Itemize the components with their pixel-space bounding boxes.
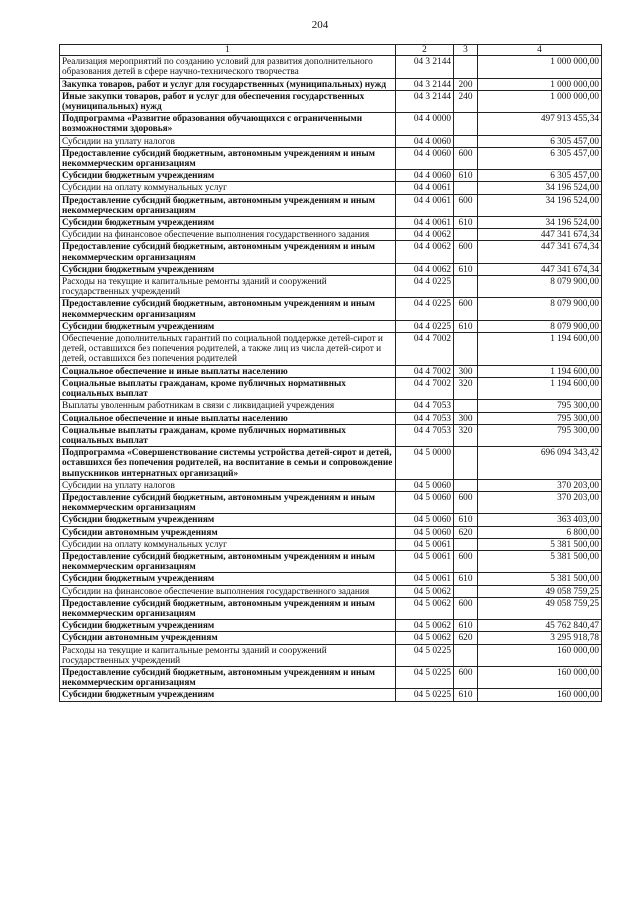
row-code: 04 5 0060 bbox=[396, 514, 454, 526]
table-row bbox=[60, 365, 602, 377]
row-code: 04 4 7002 bbox=[396, 377, 454, 399]
row-name: Субсидии автономным учреждениям bbox=[60, 526, 396, 538]
row-code: 04 4 7002 bbox=[396, 365, 454, 377]
row-vr: 620 bbox=[454, 632, 478, 644]
row-code: 04 4 0061 bbox=[396, 194, 454, 216]
row-code: 04 4 0061 bbox=[396, 182, 454, 194]
table-row bbox=[60, 597, 602, 619]
row-code: 04 4 7053 bbox=[396, 412, 454, 424]
row-amount: 1 194 600,00 bbox=[478, 365, 602, 377]
row-vr bbox=[454, 585, 478, 597]
row-name: Субсидии на финансовое обеспечение выполнения государственного задания bbox=[60, 229, 396, 241]
row-amount: 160 000,00 bbox=[478, 689, 602, 701]
row-name: Предоставление субсидий бюджетным, автономным учреждениям и иным некоммерческим организациям bbox=[60, 298, 396, 320]
row-name: Субсидии бюджетным учреждениям bbox=[60, 217, 396, 229]
row-vr: 610 bbox=[454, 514, 478, 526]
row-name: Предоставление субсидий бюджетным, автономным учреждениям и иным некоммерческим организациям bbox=[60, 241, 396, 263]
row-code: 04 4 0062 bbox=[396, 263, 454, 275]
row-vr: 240 bbox=[454, 90, 478, 112]
row-amount: 5 381 500,00 bbox=[478, 550, 602, 572]
table-row bbox=[60, 526, 602, 538]
table-row bbox=[60, 182, 602, 194]
row-amount: 6 305 457,00 bbox=[478, 170, 602, 182]
row-name: Предоставление субсидий бюджетным, автономным учреждениям и иным некоммерческим организациям bbox=[60, 666, 396, 688]
row-vr bbox=[454, 56, 478, 78]
row-amount: 160 000,00 bbox=[478, 644, 602, 666]
row-amount: 370 203,00 bbox=[478, 491, 602, 513]
row-vr: 600 bbox=[454, 241, 478, 263]
row-name: Иные закупки товаров, работ и услуг для обеспечения государственных (муниципальных) нужд bbox=[60, 90, 396, 112]
row-amount: 6 305 457,00 bbox=[478, 135, 602, 147]
row-vr: 610 bbox=[454, 573, 478, 585]
row-amount: 45 762 840,47 bbox=[478, 620, 602, 632]
table-row bbox=[60, 263, 602, 275]
row-vr: 300 bbox=[454, 365, 478, 377]
row-vr: 610 bbox=[454, 689, 478, 701]
column-header-vr: 3 bbox=[454, 45, 478, 56]
row-name: Субсидии автономным учреждениям bbox=[60, 632, 396, 644]
row-name: Предоставление субсидий бюджетным, автономным учреждениям и иным некоммерческим организациям bbox=[60, 550, 396, 572]
row-code: 04 5 0061 bbox=[396, 538, 454, 550]
row-vr bbox=[454, 276, 478, 298]
row-vr: 620 bbox=[454, 526, 478, 538]
row-vr bbox=[454, 135, 478, 147]
row-amount: 5 381 500,00 bbox=[478, 573, 602, 585]
table-row bbox=[60, 113, 602, 135]
row-name: Предоставление субсидий бюджетным, автономным учреждениям и иным некоммерческим организациям bbox=[60, 491, 396, 513]
table-body bbox=[60, 56, 602, 701]
row-code: 04 4 0000 bbox=[396, 113, 454, 135]
row-code: 04 4 7053 bbox=[396, 400, 454, 412]
row-amount: 447 341 674,34 bbox=[478, 263, 602, 275]
row-name: Социальные выплаты гражданам, кроме публичных нормативных социальных выплат bbox=[60, 424, 396, 446]
row-name: Субсидии на финансовое обеспечение выполнения государственного задания bbox=[60, 585, 396, 597]
row-code: 04 4 0225 bbox=[396, 276, 454, 298]
row-name: Закупка товаров, работ и услуг для государственных (муниципальных) нужд bbox=[60, 78, 396, 90]
row-name: Субсидии бюджетным учреждениям bbox=[60, 689, 396, 701]
row-vr: 320 bbox=[454, 377, 478, 399]
row-vr: 600 bbox=[454, 550, 478, 572]
row-vr: 200 bbox=[454, 78, 478, 90]
table-row bbox=[60, 514, 602, 526]
row-vr: 300 bbox=[454, 412, 478, 424]
row-code: 04 3 2144 bbox=[396, 78, 454, 90]
row-name: Реализация мероприятий по созданию условий для развития дополнительного образования детей в сфере научно-технического творчества bbox=[60, 56, 396, 78]
row-code: 04 5 0062 bbox=[396, 632, 454, 644]
row-amount: 3 295 918,78 bbox=[478, 632, 602, 644]
row-code: 04 4 0225 bbox=[396, 320, 454, 332]
table-row bbox=[60, 135, 602, 147]
row-code: 04 5 0062 bbox=[396, 597, 454, 619]
table-row bbox=[60, 573, 602, 585]
row-code: 04 5 0062 bbox=[396, 620, 454, 632]
table-row bbox=[60, 377, 602, 399]
row-name: Расходы на текущие и капитальные ремонты зданий и сооружений государственных учреждений bbox=[60, 644, 396, 666]
row-vr bbox=[454, 400, 478, 412]
row-amount: 34 196 524,00 bbox=[478, 217, 602, 229]
row-name: Субсидии бюджетным учреждениям bbox=[60, 514, 396, 526]
table-row bbox=[60, 217, 602, 229]
row-vr: 610 bbox=[454, 217, 478, 229]
row-amount: 696 094 343,42 bbox=[478, 447, 602, 480]
row-name: Субсидии на уплату налогов bbox=[60, 135, 396, 147]
row-amount: 6 800,00 bbox=[478, 526, 602, 538]
row-name: Социальные выплаты гражданам, кроме публичных нормативных социальных выплат bbox=[60, 377, 396, 399]
table-row bbox=[60, 644, 602, 666]
row-name: Субсидии на уплату налогов bbox=[60, 479, 396, 491]
table-row bbox=[60, 424, 602, 446]
row-amount: 8 079 900,00 bbox=[478, 276, 602, 298]
row-name: Субсидии бюджетным учреждениям bbox=[60, 573, 396, 585]
table-row bbox=[60, 479, 602, 491]
row-vr bbox=[454, 538, 478, 550]
row-name: Расходы на текущие и капитальные ремонты зданий и сооружений государственных учреждений bbox=[60, 276, 396, 298]
row-amount: 1 000 000,00 bbox=[478, 56, 602, 78]
row-vr: 600 bbox=[454, 666, 478, 688]
row-name: Субсидии бюджетным учреждениям bbox=[60, 320, 396, 332]
row-vr: 600 bbox=[454, 597, 478, 619]
row-name: Предоставление субсидий бюджетным, автономным учреждениям и иным некоммерческим организациям bbox=[60, 597, 396, 619]
row-code: 04 5 0062 bbox=[396, 585, 454, 597]
row-amount: 8 079 900,00 bbox=[478, 298, 602, 320]
row-code: 04 5 0000 bbox=[396, 447, 454, 480]
row-name: Социальное обеспечение и иные выплаты населению bbox=[60, 412, 396, 424]
row-code: 04 4 0060 bbox=[396, 170, 454, 182]
row-code: 04 5 0061 bbox=[396, 550, 454, 572]
row-vr bbox=[454, 333, 478, 366]
table-row bbox=[60, 241, 602, 263]
row-amount: 447 341 674,34 bbox=[478, 241, 602, 263]
row-name: Обеспечение дополнительных гарантий по социальной поддержке детей-сирот и детей, оставшихся без попечения родителей, а также лиц из числа детей-сирот и детей, оставшихся без попечения родителей bbox=[60, 333, 396, 366]
row-name: Социальное обеспечение и иные выплаты населению bbox=[60, 365, 396, 377]
row-code: 04 4 0062 bbox=[396, 229, 454, 241]
row-code: 04 5 0060 bbox=[396, 479, 454, 491]
row-vr: 600 bbox=[454, 491, 478, 513]
row-name: Предоставление субсидий бюджетным, автономным учреждениям и иным некоммерческим организациям bbox=[60, 147, 396, 169]
row-amount: 1 194 600,00 bbox=[478, 377, 602, 399]
table-row bbox=[60, 229, 602, 241]
row-amount: 34 196 524,00 bbox=[478, 182, 602, 194]
table-row bbox=[60, 194, 602, 216]
row-name: Субсидии бюджетным учреждениям bbox=[60, 620, 396, 632]
row-amount: 795 300,00 bbox=[478, 400, 602, 412]
table-row bbox=[60, 412, 602, 424]
row-code: 04 4 7002 bbox=[396, 333, 454, 366]
row-name: Субсидии на оплату коммунальных услуг bbox=[60, 538, 396, 550]
row-vr bbox=[454, 182, 478, 194]
row-amount: 1 000 000,00 bbox=[478, 90, 602, 112]
row-vr bbox=[454, 479, 478, 491]
row-name: Субсидии бюджетным учреждениям bbox=[60, 170, 396, 182]
table-row bbox=[60, 550, 602, 572]
row-vr bbox=[454, 447, 478, 480]
table-row bbox=[60, 170, 602, 182]
row-code: 04 4 0060 bbox=[396, 147, 454, 169]
table-row bbox=[60, 585, 602, 597]
row-code: 04 4 0225 bbox=[396, 298, 454, 320]
row-amount: 1 000 000,00 bbox=[478, 78, 602, 90]
row-amount: 49 058 759,25 bbox=[478, 585, 602, 597]
row-amount: 1 194 600,00 bbox=[478, 333, 602, 366]
row-name: Выплаты уволенным работникам в связи с ликвидацией учреждения bbox=[60, 400, 396, 412]
row-code: 04 4 7053 bbox=[396, 424, 454, 446]
row-vr: 610 bbox=[454, 263, 478, 275]
table-row bbox=[60, 632, 602, 644]
table-row bbox=[60, 276, 602, 298]
table-row bbox=[60, 333, 602, 366]
row-amount: 160 000,00 bbox=[478, 666, 602, 688]
row-amount: 34 196 524,00 bbox=[478, 194, 602, 216]
row-amount: 5 381 500,00 bbox=[478, 538, 602, 550]
table-row bbox=[60, 491, 602, 513]
row-code: 04 5 0060 bbox=[396, 491, 454, 513]
row-code: 04 5 0225 bbox=[396, 689, 454, 701]
row-amount: 795 300,00 bbox=[478, 424, 602, 446]
row-amount: 497 913 455,34 bbox=[478, 113, 602, 135]
row-name: Подпрограмма «Совершенствование системы устройства детей-сирот и детей, оставшихся без попечения родителей, на воспитание в семьи и сопровождение выпускников интернатных организаций» bbox=[60, 447, 396, 480]
table-row bbox=[60, 620, 602, 632]
table-row bbox=[60, 78, 602, 90]
row-code: 04 4 0061 bbox=[396, 217, 454, 229]
table-row bbox=[60, 689, 602, 701]
table-row bbox=[60, 666, 602, 688]
row-code: 04 5 0061 bbox=[396, 573, 454, 585]
page-number: 204 bbox=[311, 19, 329, 31]
table-row bbox=[60, 90, 602, 112]
table-row bbox=[60, 400, 602, 412]
row-vr bbox=[454, 229, 478, 241]
row-code: 04 4 0062 bbox=[396, 241, 454, 263]
row-vr: 600 bbox=[454, 194, 478, 216]
row-code: 04 4 0060 bbox=[396, 135, 454, 147]
row-vr bbox=[454, 113, 478, 135]
row-amount: 447 341 674,34 bbox=[478, 229, 602, 241]
row-code: 04 3 2144 bbox=[396, 56, 454, 78]
table-row bbox=[60, 56, 602, 78]
table-row bbox=[60, 298, 602, 320]
column-header-code: 2 bbox=[396, 45, 454, 56]
column-header-name: 1 bbox=[60, 45, 396, 56]
row-vr: 600 bbox=[454, 147, 478, 169]
row-amount: 370 203,00 bbox=[478, 479, 602, 491]
row-amount: 8 079 900,00 bbox=[478, 320, 602, 332]
row-code: 04 5 0225 bbox=[396, 644, 454, 666]
row-name: Субсидии бюджетным учреждениям bbox=[60, 263, 396, 275]
row-name: Предоставление субсидий бюджетным, автономным учреждениям и иным некоммерческим организациям bbox=[60, 194, 396, 216]
table-row bbox=[60, 147, 602, 169]
row-name: Субсидии на оплату коммунальных услуг bbox=[60, 182, 396, 194]
row-code: 04 5 0060 bbox=[396, 526, 454, 538]
row-amount: 363 403,00 bbox=[478, 514, 602, 526]
row-vr: 610 bbox=[454, 620, 478, 632]
column-header-amount: 4 bbox=[478, 45, 602, 56]
row-vr bbox=[454, 644, 478, 666]
row-amount: 795 300,00 bbox=[478, 412, 602, 424]
row-vr: 320 bbox=[454, 424, 478, 446]
table-row bbox=[60, 447, 602, 480]
row-code: 04 3 2144 bbox=[396, 90, 454, 112]
table-header-row bbox=[60, 45, 602, 56]
table-row bbox=[60, 538, 602, 550]
row-vr: 610 bbox=[454, 170, 478, 182]
row-vr: 610 bbox=[454, 320, 478, 332]
row-code: 04 5 0225 bbox=[396, 666, 454, 688]
budget-table bbox=[59, 44, 602, 702]
row-vr: 600 bbox=[454, 298, 478, 320]
row-name: Подпрограмма «Развитие образования обучающихся с ограниченными возможностями здоровья» bbox=[60, 113, 396, 135]
table-row bbox=[60, 320, 602, 332]
row-amount: 6 305 457,00 bbox=[478, 147, 602, 169]
row-amount: 49 058 759,25 bbox=[478, 597, 602, 619]
